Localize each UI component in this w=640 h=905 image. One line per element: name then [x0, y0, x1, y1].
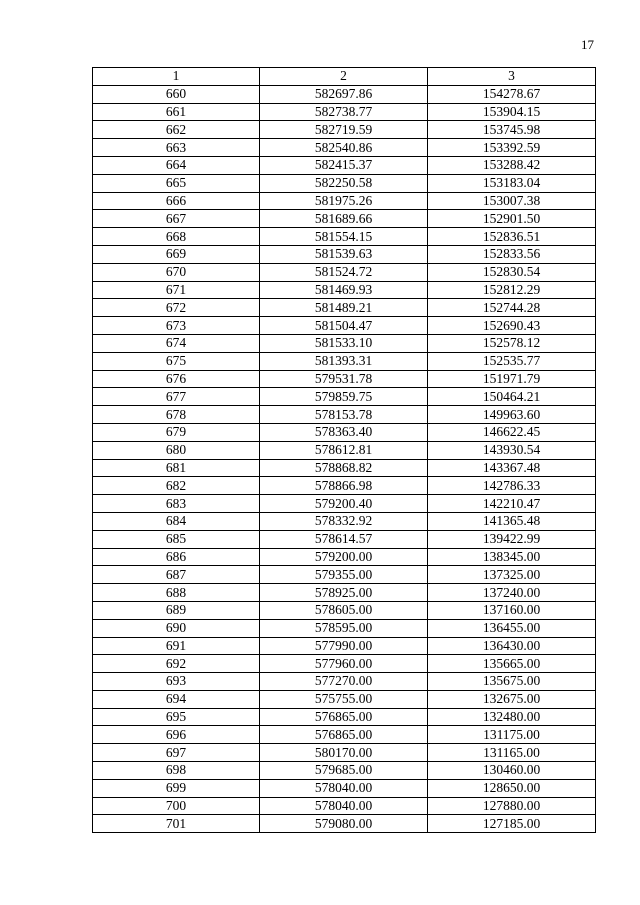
- table-cell: 579355.00: [260, 566, 428, 584]
- table-row: [93, 601, 596, 619]
- table-row: [93, 512, 596, 530]
- table-cell: 698: [93, 762, 260, 780]
- table-row: [93, 548, 596, 566]
- table-cell: 137240.00: [428, 584, 596, 602]
- table-cell: 153007.38: [428, 192, 596, 210]
- table-cell: 579859.75: [260, 388, 428, 406]
- table-cell: 673: [93, 317, 260, 335]
- table-cell: 578040.00: [260, 797, 428, 815]
- table-cell: 684: [93, 512, 260, 530]
- table-cell: 578605.00: [260, 601, 428, 619]
- table-cell: 581469.93: [260, 281, 428, 299]
- table-cell: 135675.00: [428, 673, 596, 691]
- table-cell: 674: [93, 334, 260, 352]
- table-cell: 152833.56: [428, 245, 596, 263]
- table-row: [93, 388, 596, 406]
- table-cell: 143930.54: [428, 441, 596, 459]
- table-cell: 152901.50: [428, 210, 596, 228]
- table-cell: 135665.00: [428, 655, 596, 673]
- table-cell: 153904.15: [428, 103, 596, 121]
- table-cell: 578595.00: [260, 619, 428, 637]
- table-cell: 143367.48: [428, 459, 596, 477]
- table-cell: 142210.47: [428, 495, 596, 513]
- table-row: [93, 281, 596, 299]
- table-cell: 578614.57: [260, 530, 428, 548]
- table-cell: 152836.51: [428, 228, 596, 246]
- table-cell: 582719.59: [260, 121, 428, 139]
- table-cell: 578153.78: [260, 406, 428, 424]
- table-row: [93, 690, 596, 708]
- table-cell: 672: [93, 299, 260, 317]
- column-header-2: 2: [260, 68, 428, 86]
- table-cell: 582697.86: [260, 85, 428, 103]
- table-row: [93, 423, 596, 441]
- table-cell: 137325.00: [428, 566, 596, 584]
- table-cell: 681: [93, 459, 260, 477]
- table-cell: 153392.59: [428, 139, 596, 157]
- table-cell: 578868.82: [260, 459, 428, 477]
- table-cell: 582415.37: [260, 156, 428, 174]
- table-header-row: [93, 68, 596, 86]
- table-row: [93, 406, 596, 424]
- coordinates-table: [92, 67, 596, 833]
- table-row: [93, 637, 596, 655]
- table-cell: 578040.00: [260, 779, 428, 797]
- table-cell: 578332.92: [260, 512, 428, 530]
- table-cell: 153288.42: [428, 156, 596, 174]
- table-cell: 686: [93, 548, 260, 566]
- table-cell: 579200.40: [260, 495, 428, 513]
- table-row: [93, 797, 596, 815]
- table-cell: 127880.00: [428, 797, 596, 815]
- table-cell: 664: [93, 156, 260, 174]
- table-cell: 131165.00: [428, 744, 596, 762]
- table-row: [93, 441, 596, 459]
- table-cell: 576865.00: [260, 726, 428, 744]
- table-cell: 127185.00: [428, 815, 596, 833]
- table-cell: 690: [93, 619, 260, 637]
- table-cell: 578363.40: [260, 423, 428, 441]
- table-cell: 692: [93, 655, 260, 673]
- table-row: [93, 673, 596, 691]
- table-row: [93, 299, 596, 317]
- table-cell: 577270.00: [260, 673, 428, 691]
- column-header-3: 3: [428, 68, 596, 86]
- table-cell: 581689.66: [260, 210, 428, 228]
- table-cell: 700: [93, 797, 260, 815]
- table-cell: 153745.98: [428, 121, 596, 139]
- table-cell: 579531.78: [260, 370, 428, 388]
- table-cell: 677: [93, 388, 260, 406]
- table-row: [93, 245, 596, 263]
- table-cell: 579685.00: [260, 762, 428, 780]
- table-cell: 138345.00: [428, 548, 596, 566]
- table-row: [93, 139, 596, 157]
- table-cell: 581975.26: [260, 192, 428, 210]
- table-cell: 667: [93, 210, 260, 228]
- table-body: [93, 85, 596, 832]
- table-cell: 695: [93, 708, 260, 726]
- table-cell: 701: [93, 815, 260, 833]
- table-cell: 665: [93, 174, 260, 192]
- table-row: [93, 121, 596, 139]
- table-cell: 152830.54: [428, 263, 596, 281]
- table-row: [93, 530, 596, 548]
- table-row: [93, 352, 596, 370]
- table-cell: 582540.86: [260, 139, 428, 157]
- table-cell: 696: [93, 726, 260, 744]
- table-cell: 581554.15: [260, 228, 428, 246]
- table-cell: 137160.00: [428, 601, 596, 619]
- table-cell: 697: [93, 744, 260, 762]
- table-cell: 146622.45: [428, 423, 596, 441]
- table-cell: 687: [93, 566, 260, 584]
- table-row: [93, 726, 596, 744]
- table-cell: 142786.33: [428, 477, 596, 495]
- table-cell: 689: [93, 601, 260, 619]
- table-cell: 679: [93, 423, 260, 441]
- table-cell: 579080.00: [260, 815, 428, 833]
- table-cell: 668: [93, 228, 260, 246]
- table-cell: 581533.10: [260, 334, 428, 352]
- table-row: [93, 334, 596, 352]
- table-row: [93, 317, 596, 335]
- table-cell: 582738.77: [260, 103, 428, 121]
- page-number: 17: [581, 37, 594, 52]
- table-cell: 670: [93, 263, 260, 281]
- table-row: [93, 779, 596, 797]
- table-cell: 669: [93, 245, 260, 263]
- table-cell: 581504.47: [260, 317, 428, 335]
- table-row: [93, 566, 596, 584]
- table-cell: 693: [93, 673, 260, 691]
- table-cell: 577990.00: [260, 637, 428, 655]
- table-row: [93, 744, 596, 762]
- column-header-1: 1: [93, 68, 260, 86]
- table-cell: 680: [93, 441, 260, 459]
- table-cell: 152535.77: [428, 352, 596, 370]
- table-row: [93, 210, 596, 228]
- table-cell: 675: [93, 352, 260, 370]
- table-row: [93, 370, 596, 388]
- table-cell: 691: [93, 637, 260, 655]
- table-row: [93, 85, 596, 103]
- table-cell: 688: [93, 584, 260, 602]
- table-cell: 149963.60: [428, 406, 596, 424]
- table-header: [93, 68, 596, 86]
- table-cell: 685: [93, 530, 260, 548]
- table-cell: 152690.43: [428, 317, 596, 335]
- table-row: [93, 815, 596, 833]
- table-cell: 576865.00: [260, 708, 428, 726]
- table-cell: 671: [93, 281, 260, 299]
- table-cell: 150464.21: [428, 388, 596, 406]
- table-cell: 682: [93, 477, 260, 495]
- table-cell: 582250.58: [260, 174, 428, 192]
- table-row: [93, 192, 596, 210]
- table-row: [93, 228, 596, 246]
- table-cell: 152578.12: [428, 334, 596, 352]
- table-cell: 132480.00: [428, 708, 596, 726]
- table-cell: 152812.29: [428, 281, 596, 299]
- table-cell: 151971.79: [428, 370, 596, 388]
- table-cell: 132675.00: [428, 690, 596, 708]
- table-cell: 136455.00: [428, 619, 596, 637]
- table-row: [93, 655, 596, 673]
- table-cell: 581489.21: [260, 299, 428, 317]
- table-row: [93, 495, 596, 513]
- table-cell: 578612.81: [260, 441, 428, 459]
- table-cell: 661: [93, 103, 260, 121]
- table-cell: 131175.00: [428, 726, 596, 744]
- table-cell: 579200.00: [260, 548, 428, 566]
- table-cell: 577960.00: [260, 655, 428, 673]
- table-cell: 154278.67: [428, 85, 596, 103]
- table-cell: 152744.28: [428, 299, 596, 317]
- table-row: [93, 459, 596, 477]
- table-row: [93, 174, 596, 192]
- table-cell: 575755.00: [260, 690, 428, 708]
- table-cell: 580170.00: [260, 744, 428, 762]
- table-cell: 663: [93, 139, 260, 157]
- table-cell: 128650.00: [428, 779, 596, 797]
- table-cell: 666: [93, 192, 260, 210]
- table-cell: 694: [93, 690, 260, 708]
- table-row: [93, 156, 596, 174]
- table-cell: 581524.72: [260, 263, 428, 281]
- table-cell: 578866.98: [260, 477, 428, 495]
- table-row: [93, 584, 596, 602]
- table-cell: 683: [93, 495, 260, 513]
- table-row: [93, 762, 596, 780]
- table-cell: 662: [93, 121, 260, 139]
- table-cell: 676: [93, 370, 260, 388]
- table-cell: 581393.31: [260, 352, 428, 370]
- table-cell: 678: [93, 406, 260, 424]
- table-cell: 578925.00: [260, 584, 428, 602]
- table-row: [93, 708, 596, 726]
- table-cell: 139422.99: [428, 530, 596, 548]
- table-row: [93, 103, 596, 121]
- table-cell: 699: [93, 779, 260, 797]
- table-cell: 581539.63: [260, 245, 428, 263]
- table-cell: 153183.04: [428, 174, 596, 192]
- table-cell: 660: [93, 85, 260, 103]
- table-row: [93, 477, 596, 495]
- table-row: [93, 263, 596, 281]
- table-cell: 141365.48: [428, 512, 596, 530]
- table-cell: 130460.00: [428, 762, 596, 780]
- table-cell: 136430.00: [428, 637, 596, 655]
- table-row: [93, 619, 596, 637]
